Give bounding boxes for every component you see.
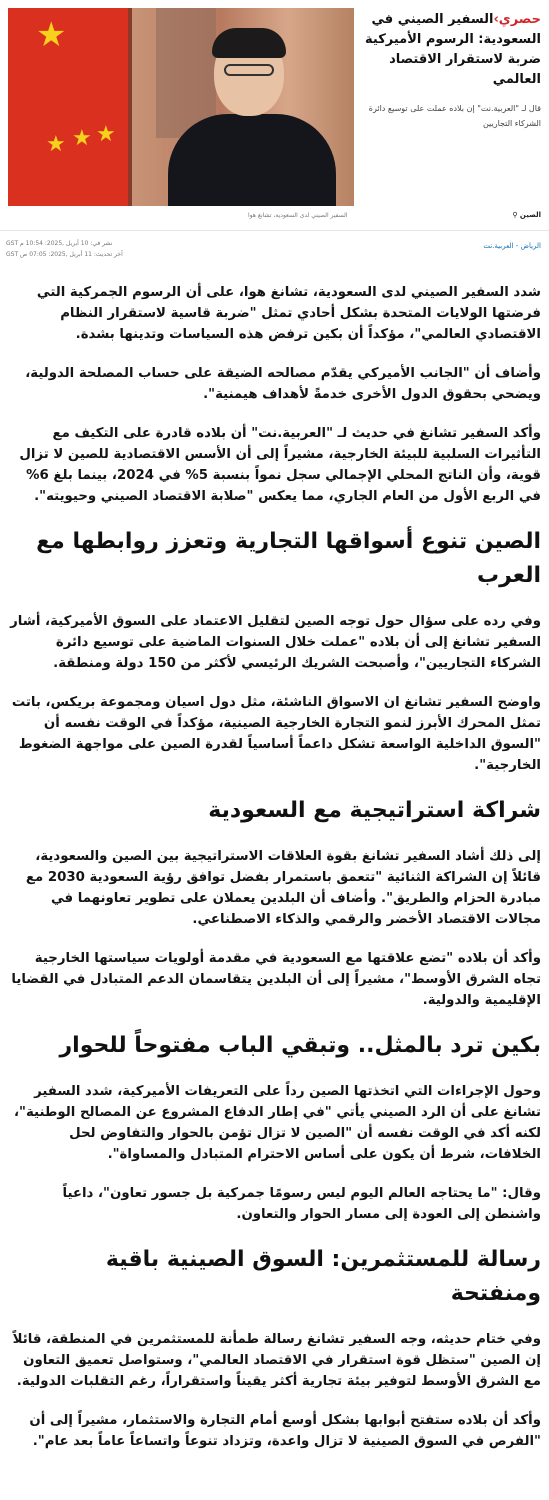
article-body xyxy=(9,282,541,1470)
flag-star-icon: ★ xyxy=(96,122,116,147)
section-heading: بكين ترد بالمثل.. وتبقي الباب مفتوحاً للحوار xyxy=(59,1033,541,1058)
paragraph: شدد السفير الصيني لدى السعودية، تشانغ هوا، على أن الرسوم الجمركية التي فرضتها الولايات المتحدة بشكل أحادي تمثل "ضربة قاسية لاستقرار النظام الاقتصادي العالمي"، مؤكداً أن بكين ترفض هذه السياسات وتدينها بشدة. xyxy=(36,285,541,342)
section-heading: شراكة استراتيجية مع السعودية xyxy=(208,798,541,823)
paragraph: وفي ختام حديثه، وجه السفير تشانغ رسالة طمأنة للمستثمرين في المنطقة، قائلاً إن الصين "ستظل قوة استقرار في الاقتصاد العالمي"، وستواصل تعميق التعاون مع الشرق الأوسط لتوفير بيئة تجارية أكثر يقيناً واستقراراً، رغم التقلبات الدولية. xyxy=(12,1332,541,1389)
paragraph: وأكد أن بلاده "تضع علاقتها مع السعودية في مقدمة أولويات سياستها الخارجية تجاه الشرق الأوسط"، مشيراً إلى أن البلدين يتقاسمان الدعم المتبادل في القضايا الإقليمية والدولية. xyxy=(11,951,541,1008)
article-dates xyxy=(6,238,123,260)
flag-star-icon: ★ xyxy=(72,126,92,151)
paragraph: وأكد أن بلاده ستفتح أبوابها بشكل أوسع أمام التجارة والاستثمار، مشيراً إلى أن "الفرص في السوق الصينية لا تزال واعدة، وتزداد تنوعاً واتساعاً عاماً بعد عام". xyxy=(29,1413,541,1449)
location-tag[interactable] xyxy=(512,211,541,219)
exclusive-tag[interactable]: حصري› xyxy=(493,12,541,27)
updated-date: آخر تحديث: 11 أبريل ,2025: 07:05 ص GST xyxy=(6,251,123,258)
paragraph: وأكد السفير تشانغ في حديث لـ "العربية.نت" أن بلاده قادرة على التكيف مع التأثيرات السلبية للبيئة الخارجية، مشيراً إلى أن الأسس الاقتصادية للصين لا تزال قوية، وأن الناتج المحلي الإجمالي سجل نمواً بنسبة 5% في 2024، بينما بلغ 6% في الربع الأول من العام الجاري، مما يعكس "صلابة الاقتصاد الصيني وحيويته". xyxy=(19,426,541,504)
section-heading: الصين تنوع أسواقها التجارية وتعزز روابطها مع العرب xyxy=(36,529,541,588)
paragraph: وقال: "ما يحتاجه العالم اليوم ليس رسومًا جمركية بل جسور تعاون"، داعياً واشنطن إلى العودة إلى مسار الحوار والتعاون. xyxy=(62,1186,541,1222)
paragraph: واوضح السفير تشانغ ان الاسواق الناشئة، مثل دول اسيان ومجموعة بريكس، باتت تمثل المحرك الأبرز لنمو التجارة الخارجية الصينية، مؤكداً في الوقت نفسه أن "السوق الداخلية الواسعة تشكل داعماً أساسياً لقدرة الصين على مواجهة الضغوط الخارجية". xyxy=(11,695,541,773)
paragraph: وحول الإجراءات التي اتخذتها الصين رداً على التعريفات الأميركية، شدد السفير تشانغ على أن الرد الصيني يأتي "في إطار الدفاع المشروع عن المصالح الوطنية"، لكنه أكد في الوقت نفسه أن "الصين لا تزال تؤمن بالحوار والتفاوض لحل الخلافات، شرط أن يكون على أساس الاحترام المتبادل والمساواة". xyxy=(14,1084,541,1162)
section-heading: رسالة للمستثمرين: السوق الصينية باقية ومنفتحة xyxy=(105,1247,541,1306)
image-caption: السفير الصيني لدى السعودية، تشانغ هوا xyxy=(248,212,348,219)
flag-star-icon: ★ xyxy=(36,15,67,55)
title-text: السفير الصيني في السعودية: الرسوم الأميركية ضربة لاستقرار الاقتصاد العالمي xyxy=(365,12,541,87)
location-pin-icon: ⚲ xyxy=(512,211,518,219)
hero-image[interactable] xyxy=(8,8,354,206)
divider xyxy=(0,230,549,231)
location-label: الصين xyxy=(519,211,541,219)
flag-star-icon: ★ xyxy=(46,132,66,157)
article-subtitle: قال لـ "العربية.نت" إن بلاده عملت على توسيع دائرة الشركاء التجاريين xyxy=(368,104,541,128)
china-flag xyxy=(8,8,132,206)
page-title xyxy=(361,10,541,90)
paragraph: وأضاف أن "الجانب الأميركي يقدّم مصالحه الضيقة على حساب المصلحة الدولية، ويضحي بحقوق الدول الأخرى خدمةً لأهداف هيمنية". xyxy=(25,366,541,402)
ambassador-portrait xyxy=(168,30,336,206)
published-date: نشر في: 10 أبريل ,2025: 10:54 م GST xyxy=(6,240,113,247)
article-source[interactable]: الرياض - العربية.نت xyxy=(483,242,541,250)
paragraph: وفي رده على سؤال حول توجه الصين لتقليل الاعتماد على السوق الأميركية، أشار السفير تشانغ إلى أن بلاده "عملت خلال السنوات الماضية على توسيع دائرة الشركاء التجاريين"، وأصبحت الشريك الرئيسي لأكثر من 150 دولة ومنطقة. xyxy=(10,614,541,671)
paragraph: إلى ذلك أشاد السفير تشانغ بقوة العلاقات الاستراتيجية بين الصين والسعودية، قائلاً إن الشراكة الثنائية "تتعمق باستمرار بفضل توافق رؤية السعودية 2030 مع مبادرة الحزام والطريق". وأضاف أن البلدين يعملان على تطوير تعاونهما في مجالات الاقتصاد الأخضر والرقمي والذكاء الاصطناعي. xyxy=(25,849,541,927)
